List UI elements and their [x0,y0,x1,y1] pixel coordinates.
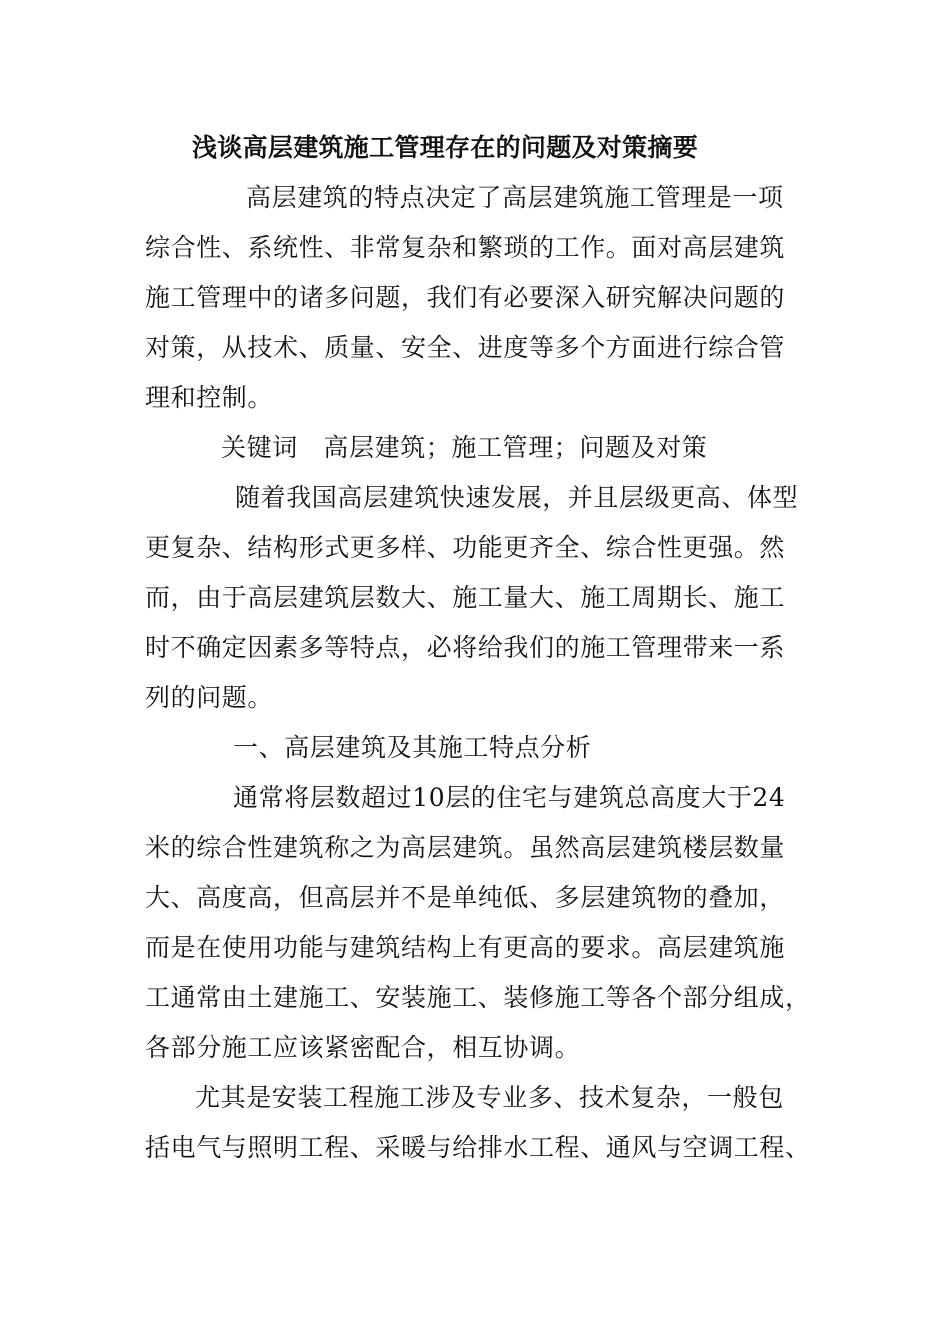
body-line: 尤其是安装工程施工涉及专业多、技术复杂，一般包 [195,1083,784,1112]
abstract-line: 对策，从技术、质量、安全、进度等多个方面进行综合管 [145,333,786,362]
body-line: 大、高度高，但高层并不是单纯低、多层建筑物的叠加， [145,883,786,912]
body-line: 括电气与照明工程、采暖与给排水工程、通风与空调工程、 [145,1133,811,1162]
intro-line: 时不确定因素多等特点，必将给我们的施工管理带来一系 [145,633,786,662]
section-heading: 一、高层建筑及其施工特点分析 [233,733,592,762]
keywords-line: 关键词 高层建筑；施工管理；问题及对策 [221,433,708,462]
intro-line: 更复杂、结构形式更多样、功能更齐全、综合性更强。然 [145,533,786,562]
abstract-line: 高层建筑的特点决定了高层建筑施工管理是一项 [246,183,784,212]
body-line: 米的综合性建筑称之为高层建筑。虽然高层建筑楼层数量 [145,833,786,862]
body-line: 工通常由土建施工、安装施工、装修施工等各个部分组成， [145,983,811,1012]
intro-line: 随着我国高层建筑快速发展，并且层级更高、体型 [235,483,799,512]
abstract-line: 理和控制。 [145,383,274,412]
body-line: 通常将层数超过10层的住宅与建筑总高度大于24 [233,783,786,812]
intro-line: 而，由于高层建筑层数大、施工量大、施工周期长、施工 [145,583,786,612]
abstract-line: 施工管理中的诸多问题，我们有必要深入研究解决问题的 [145,283,786,312]
document-title: 浅谈高层建筑施工管理存在的问题及对策摘要 [192,133,699,162]
body-line: 各部分施工应该紧密配合，相互协调。 [145,1033,581,1062]
intro-line: 列的问题。 [145,683,274,712]
abstract-line: 综合性、系统性、非常复杂和繁琐的工作。面对高层建筑 [145,233,786,262]
body-line: 而是在使用功能与建筑结构上有更高的要求。高层建筑施 [145,933,786,962]
